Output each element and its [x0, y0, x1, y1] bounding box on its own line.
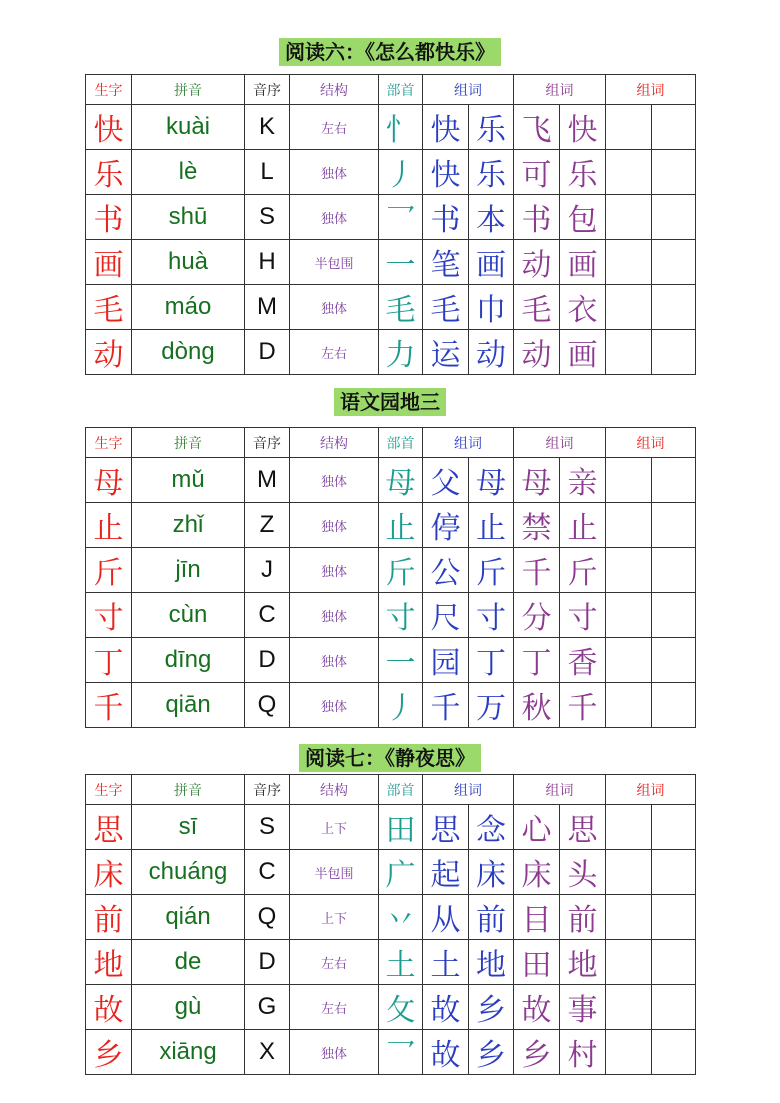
- word-3-char-a: [606, 330, 652, 375]
- character-cell: 乡: [86, 1030, 132, 1075]
- phonetic-order-cell: M: [245, 285, 290, 330]
- word-2-char-b: 地: [560, 940, 606, 985]
- table-row: [86, 150, 696, 195]
- word-1-char-a: 运: [423, 330, 469, 375]
- word-2-char-b: 画: [560, 330, 606, 375]
- section-3: [0, 742, 780, 772]
- phonetic-order-cell: X: [245, 1030, 290, 1075]
- table-row: [86, 240, 696, 285]
- character-cell: 画: [86, 240, 132, 285]
- word-3-char-a: [606, 548, 652, 593]
- pinyin-cell: dòng: [132, 330, 245, 375]
- structure-cell: 独体: [290, 593, 379, 638]
- word-2-char-a: 故: [514, 985, 560, 1030]
- pinyin-cell: zhǐ: [132, 503, 245, 548]
- pinyin-cell: lè: [132, 150, 245, 195]
- word-2-char-a: 千: [514, 548, 560, 593]
- word-2-char-b: 衣: [560, 285, 606, 330]
- structure-cell: 独体: [290, 195, 379, 240]
- structure-cell: 独体: [290, 1030, 379, 1075]
- word-2-char-a: 田: [514, 940, 560, 985]
- character-cell: 思: [86, 805, 132, 850]
- phonetic-order-cell: H: [245, 240, 290, 285]
- character-cell: 斤: [86, 548, 132, 593]
- structure-cell: 半包围: [290, 850, 379, 895]
- phonetic-order-cell: S: [245, 805, 290, 850]
- word-3-char-a: [606, 850, 652, 895]
- word-1-char-b: 万: [469, 683, 514, 728]
- word-3-char-a: [606, 940, 652, 985]
- character-table-1: [85, 74, 696, 375]
- word-1-char-a: 毛: [423, 285, 469, 330]
- pinyin-cell: dīng: [132, 638, 245, 683]
- word-1-char-a: 书: [423, 195, 469, 240]
- radical-cell: 毛: [379, 285, 423, 330]
- character-cell: 千: [86, 683, 132, 728]
- header-pinyin: 拼音: [132, 775, 245, 805]
- word-3-char-b: [652, 195, 696, 240]
- word-2-char-b: 快: [560, 105, 606, 150]
- radical-cell: 忄: [379, 105, 423, 150]
- table-row: [86, 548, 696, 593]
- word-2-char-a: 可: [514, 150, 560, 195]
- word-2-char-a: 母: [514, 458, 560, 503]
- structure-cell: 左右: [290, 985, 379, 1030]
- table-row: [86, 1030, 696, 1075]
- word-1-char-a: 笔: [423, 240, 469, 285]
- pinyin-cell: huà: [132, 240, 245, 285]
- radical-cell: 一: [379, 240, 423, 285]
- structure-cell: 左右: [290, 330, 379, 375]
- pinyin-cell: gù: [132, 985, 245, 1030]
- word-1-char-b: 动: [469, 330, 514, 375]
- word-1-char-a: 快: [423, 105, 469, 150]
- word-3-char-a: [606, 805, 652, 850]
- radical-cell: 母: [379, 458, 423, 503]
- character-cell: 动: [86, 330, 132, 375]
- character-cell: 母: [86, 458, 132, 503]
- word-3-char-a: [606, 593, 652, 638]
- word-2-char-b: 乐: [560, 150, 606, 195]
- word-3-char-b: [652, 593, 696, 638]
- header-char: 生字: [86, 75, 132, 105]
- phonetic-order-cell: L: [245, 150, 290, 195]
- table-row: [86, 638, 696, 683]
- character-table-2: [85, 427, 696, 728]
- pinyin-cell: mǔ: [132, 458, 245, 503]
- word-1-char-b: 寸: [469, 593, 514, 638]
- word-2-char-a: 动: [514, 330, 560, 375]
- structure-cell: 上下: [290, 895, 379, 940]
- word-1-char-a: 尺: [423, 593, 469, 638]
- word-1-char-b: 巾: [469, 285, 514, 330]
- word-1-char-a: 公: [423, 548, 469, 593]
- header-words-3: 组词: [606, 428, 696, 458]
- radical-cell: 田: [379, 805, 423, 850]
- word-3-char-b: [652, 503, 696, 548]
- word-1-char-a: 快: [423, 150, 469, 195]
- header-radical: 部首: [379, 75, 423, 105]
- radical-cell: 乛: [379, 195, 423, 240]
- word-2-char-b: 画: [560, 240, 606, 285]
- word-3-char-a: [606, 503, 652, 548]
- section-title: 阅读六：《怎么都快乐》: [279, 38, 501, 66]
- table-row: [86, 330, 696, 375]
- word-3-char-b: [652, 548, 696, 593]
- radical-cell: 土: [379, 940, 423, 985]
- table-row: [86, 503, 696, 548]
- word-3-char-b: [652, 850, 696, 895]
- word-2-char-b: 事: [560, 985, 606, 1030]
- pinyin-cell: kuài: [132, 105, 245, 150]
- radical-cell: 丿: [379, 683, 423, 728]
- word-3-char-a: [606, 683, 652, 728]
- header-char: 生字: [86, 428, 132, 458]
- word-1-char-b: 画: [469, 240, 514, 285]
- radical-cell: 丷: [379, 895, 423, 940]
- word-2-char-b: 香: [560, 638, 606, 683]
- pinyin-cell: sī: [132, 805, 245, 850]
- word-1-char-b: 斤: [469, 548, 514, 593]
- character-cell: 快: [86, 105, 132, 150]
- word-1-char-b: 乐: [469, 105, 514, 150]
- radical-cell: 斤: [379, 548, 423, 593]
- word-2-char-a: 秋: [514, 683, 560, 728]
- table-row: [86, 593, 696, 638]
- header-order: 音序: [245, 775, 290, 805]
- phonetic-order-cell: Q: [245, 895, 290, 940]
- word-1-char-a: 从: [423, 895, 469, 940]
- character-cell: 丁: [86, 638, 132, 683]
- structure-cell: 独体: [290, 150, 379, 195]
- word-2-char-a: 目: [514, 895, 560, 940]
- word-1-char-b: 念: [469, 805, 514, 850]
- pinyin-cell: cùn: [132, 593, 245, 638]
- table-row: [86, 895, 696, 940]
- word-3-char-b: [652, 985, 696, 1030]
- word-3-char-a: [606, 285, 652, 330]
- word-1-char-a: 土: [423, 940, 469, 985]
- table-row: [86, 940, 696, 985]
- structure-cell: 左右: [290, 940, 379, 985]
- word-2-char-b: 村: [560, 1030, 606, 1075]
- character-cell: 前: [86, 895, 132, 940]
- word-2-char-a: 飞: [514, 105, 560, 150]
- radical-cell: 力: [379, 330, 423, 375]
- pinyin-cell: shū: [132, 195, 245, 240]
- table-row: [86, 985, 696, 1030]
- header-structure: 结构: [290, 775, 379, 805]
- word-3-char-a: [606, 1030, 652, 1075]
- word-1-char-b: 前: [469, 895, 514, 940]
- word-1-char-b: 止: [469, 503, 514, 548]
- character-table-3: [85, 774, 696, 1075]
- word-1-char-b: 地: [469, 940, 514, 985]
- structure-cell: 上下: [290, 805, 379, 850]
- character-cell: 寸: [86, 593, 132, 638]
- pinyin-cell: jīn: [132, 548, 245, 593]
- word-2-char-a: 分: [514, 593, 560, 638]
- phonetic-order-cell: S: [245, 195, 290, 240]
- word-3-char-a: [606, 240, 652, 285]
- word-2-char-b: 千: [560, 683, 606, 728]
- structure-cell: 独体: [290, 548, 379, 593]
- structure-cell: 独体: [290, 683, 379, 728]
- character-cell: 止: [86, 503, 132, 548]
- table-header-row: [86, 428, 696, 458]
- header-words-3: 组词: [606, 775, 696, 805]
- phonetic-order-cell: Q: [245, 683, 290, 728]
- word-3-char-b: [652, 805, 696, 850]
- header-words-1: 组词: [423, 775, 514, 805]
- phonetic-order-cell: D: [245, 940, 290, 985]
- word-3-char-a: [606, 638, 652, 683]
- word-2-char-a: 乡: [514, 1030, 560, 1075]
- word-1-char-a: 父: [423, 458, 469, 503]
- character-cell: 书: [86, 195, 132, 240]
- word-3-char-b: [652, 1030, 696, 1075]
- word-2-char-b: 包: [560, 195, 606, 240]
- phonetic-order-cell: M: [245, 458, 290, 503]
- word-3-char-a: [606, 105, 652, 150]
- header-structure: 结构: [290, 428, 379, 458]
- character-cell: 乐: [86, 150, 132, 195]
- word-3-char-b: [652, 105, 696, 150]
- radical-cell: 乛: [379, 1030, 423, 1075]
- character-cell: 故: [86, 985, 132, 1030]
- word-1-char-a: 起: [423, 850, 469, 895]
- header-words-3: 组词: [606, 75, 696, 105]
- table-row: [86, 105, 696, 150]
- word-2-char-b: 寸: [560, 593, 606, 638]
- header-words-1: 组词: [423, 75, 514, 105]
- word-2-char-a: 毛: [514, 285, 560, 330]
- word-3-char-a: [606, 150, 652, 195]
- pinyin-cell: qián: [132, 895, 245, 940]
- word-2-char-a: 丁: [514, 638, 560, 683]
- word-3-char-b: [652, 458, 696, 503]
- word-1-char-a: 故: [423, 985, 469, 1030]
- header-structure: 结构: [290, 75, 379, 105]
- word-1-char-b: 本: [469, 195, 514, 240]
- table-header-row: [86, 75, 696, 105]
- structure-cell: 独体: [290, 285, 379, 330]
- word-2-char-b: 思: [560, 805, 606, 850]
- header-order: 音序: [245, 428, 290, 458]
- word-1-char-b: 乐: [469, 150, 514, 195]
- word-1-char-b: 乡: [469, 985, 514, 1030]
- table-header-row: [86, 775, 696, 805]
- word-2-char-b: 亲: [560, 458, 606, 503]
- pinyin-cell: chuáng: [132, 850, 245, 895]
- word-2-char-a: 床: [514, 850, 560, 895]
- phonetic-order-cell: J: [245, 548, 290, 593]
- pinyin-cell: de: [132, 940, 245, 985]
- word-1-char-a: 思: [423, 805, 469, 850]
- word-1-char-b: 丁: [469, 638, 514, 683]
- word-1-char-a: 园: [423, 638, 469, 683]
- word-2-char-b: 前: [560, 895, 606, 940]
- phonetic-order-cell: D: [245, 638, 290, 683]
- word-1-char-b: 床: [469, 850, 514, 895]
- word-3-char-a: [606, 895, 652, 940]
- character-cell: 地: [86, 940, 132, 985]
- radical-cell: 止: [379, 503, 423, 548]
- pinyin-cell: qiān: [132, 683, 245, 728]
- phonetic-order-cell: G: [245, 985, 290, 1030]
- structure-cell: 左右: [290, 105, 379, 150]
- header-radical: 部首: [379, 775, 423, 805]
- phonetic-order-cell: D: [245, 330, 290, 375]
- header-words-2: 组词: [514, 775, 606, 805]
- word-3-char-a: [606, 458, 652, 503]
- word-3-char-b: [652, 683, 696, 728]
- header-pinyin: 拼音: [132, 75, 245, 105]
- radical-cell: 攵: [379, 985, 423, 1030]
- word-2-char-a: 心: [514, 805, 560, 850]
- table-row: [86, 805, 696, 850]
- structure-cell: 独体: [290, 503, 379, 548]
- word-2-char-b: 头: [560, 850, 606, 895]
- word-3-char-a: [606, 985, 652, 1030]
- radical-cell: 寸: [379, 593, 423, 638]
- word-3-char-b: [652, 150, 696, 195]
- header-order: 音序: [245, 75, 290, 105]
- header-words-2: 组词: [514, 428, 606, 458]
- section-title: 阅读七：《静夜思》: [299, 744, 481, 772]
- header-words-1: 组词: [423, 428, 514, 458]
- word-3-char-a: [606, 195, 652, 240]
- word-2-char-a: 动: [514, 240, 560, 285]
- word-2-char-b: 止: [560, 503, 606, 548]
- word-2-char-a: 禁: [514, 503, 560, 548]
- word-3-char-b: [652, 895, 696, 940]
- word-1-char-a: 故: [423, 1030, 469, 1075]
- word-1-char-b: 母: [469, 458, 514, 503]
- character-cell: 毛: [86, 285, 132, 330]
- phonetic-order-cell: K: [245, 105, 290, 150]
- word-3-char-b: [652, 240, 696, 285]
- word-2-char-a: 书: [514, 195, 560, 240]
- structure-cell: 独体: [290, 458, 379, 503]
- header-char: 生字: [86, 775, 132, 805]
- radical-cell: 一: [379, 638, 423, 683]
- word-1-char-a: 停: [423, 503, 469, 548]
- word-3-char-b: [652, 940, 696, 985]
- character-cell: 床: [86, 850, 132, 895]
- phonetic-order-cell: Z: [245, 503, 290, 548]
- section-1: [0, 36, 780, 66]
- table-row: [86, 458, 696, 503]
- header-pinyin: 拼音: [132, 428, 245, 458]
- word-1-char-a: 千: [423, 683, 469, 728]
- word-3-char-b: [652, 638, 696, 683]
- pinyin-cell: xiāng: [132, 1030, 245, 1075]
- radical-cell: 广: [379, 850, 423, 895]
- word-3-char-b: [652, 330, 696, 375]
- header-radical: 部首: [379, 428, 423, 458]
- word-2-char-b: 斤: [560, 548, 606, 593]
- radical-cell: 丿: [379, 150, 423, 195]
- table-row: [86, 850, 696, 895]
- structure-cell: 独体: [290, 638, 379, 683]
- structure-cell: 半包围: [290, 240, 379, 285]
- header-words-2: 组词: [514, 75, 606, 105]
- section-2: [0, 386, 780, 416]
- pinyin-cell: máo: [132, 285, 245, 330]
- table-row: [86, 195, 696, 240]
- table-row: [86, 683, 696, 728]
- word-3-char-b: [652, 285, 696, 330]
- word-1-char-b: 乡: [469, 1030, 514, 1075]
- phonetic-order-cell: C: [245, 593, 290, 638]
- phonetic-order-cell: C: [245, 850, 290, 895]
- section-title: 语文园地三: [334, 388, 446, 416]
- table-row: [86, 285, 696, 330]
